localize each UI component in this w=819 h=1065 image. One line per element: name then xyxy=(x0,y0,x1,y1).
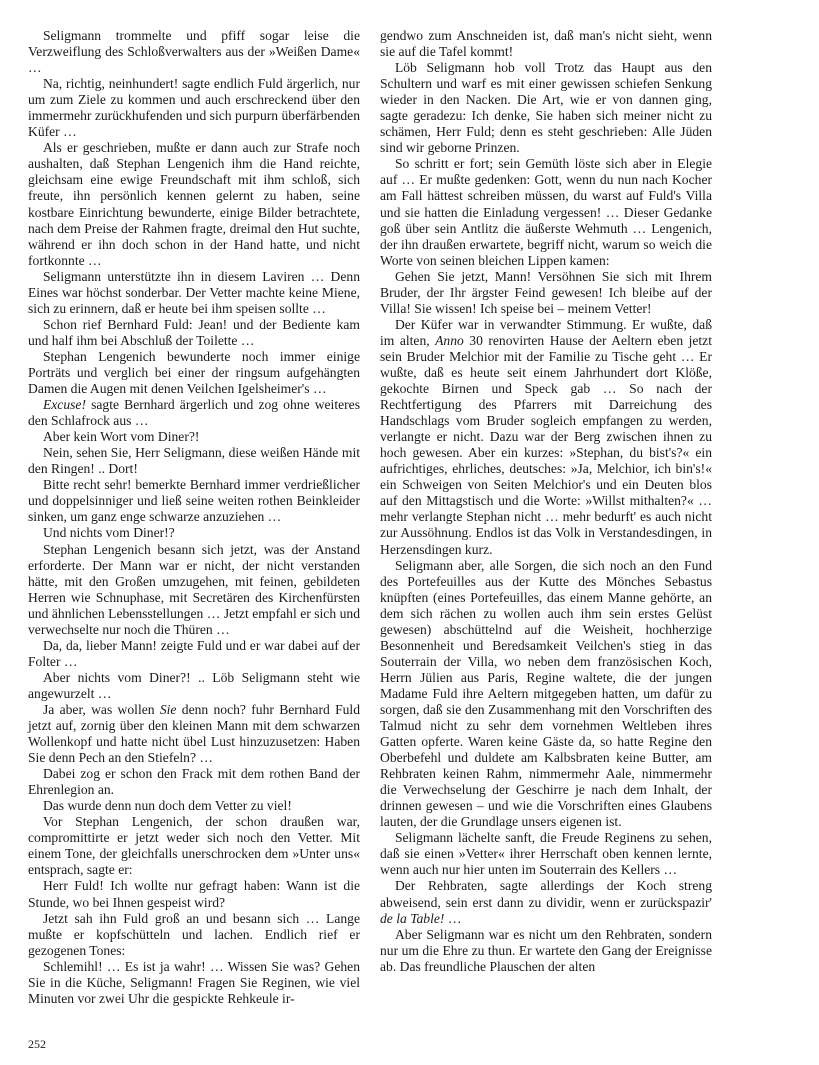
paragraph: Seligmann lächelte sanft, die Freude Reginens zu sehen, daß sie einen »Vetter« ihrer Herrschaft oben kennen lernte, wenn auch nur hier unten im Souterrain des Kellers … xyxy=(380,830,712,878)
paragraph xyxy=(380,317,712,558)
paragraph: Aber kein Wort vom Diner?! xyxy=(42,429,200,445)
paragraph: Stephan Lengenich besann sich jetzt, was der Anstand erforderte. Der Mann war er nicht, der nicht verstanden hätte, mit den Großen umzugehen, mit feinen, gebildeten Herren wie Schnuphase, mit Secretären des Kirchenfürsten und ähnlichen Lebensstellungen … Jetzt empfahl er sich und verwechselte nur noch die Thüren … xyxy=(28,541,360,637)
paragraph: Aber nichts vom Diner?! .. Löb Seligmann steht wie angewurzelt … xyxy=(28,669,360,701)
paragraph-text: Der Küfer war in verwandter Stimmung. Er wußte, daß im alten, xyxy=(380,316,712,348)
paragraph xyxy=(28,397,360,429)
right-column xyxy=(380,28,712,975)
paragraph: Vor Stephan Lengenich, der schon draußen war, compromittirte er jetzt weder sich noch den Vetter. Mit einem Tone, der gleichfalls unerschrocken dem »Unter uns« entsprach, sagte er: xyxy=(28,814,360,878)
paragraph: Das wurde denn nun doch dem Vetter zu viel! xyxy=(42,798,292,814)
paragraph: Schon rief Bernhard Fuld: Jean! und der Bediente kam und half ihm bei Abschluß der Toilette … xyxy=(28,316,360,348)
paragraph-text: sagte Bernhard ärgerlich und zog ohne weiteres den Schlafrock aus … xyxy=(28,397,360,429)
paragraph-text: Ja aber, was wollen xyxy=(42,701,160,717)
paragraph: Schlemihl! … Es ist ja wahr! … Wissen Sie was? Gehen Sie in die Küche, Seligmann! Fragen Sie Reginen, wie viel Minuten vor zwei Uhr die gespickte Rehkeule ir- xyxy=(28,958,360,1006)
paragraph: Herr Fuld! Ich wollte nur gefragt haben: Wann ist die Stunde, wo bei Ihnen gespeist wird? xyxy=(28,878,360,910)
italic-word: de la Table! xyxy=(380,910,445,926)
paragraph: Bitte recht sehr! bemerkte Bernhard immer verdrießlicher und doppelsinniger und ließ seine weiten rothen Beinkleider sinken, um ganz enge schwarze anzuziehen … xyxy=(28,477,360,525)
paragraph: Löb Seligmann hob voll Trotz das Haupt aus den Schultern und warf es mit einer gewissen schiefen Senkung wieder in den Nacken. Die Art, wie er von dannen ging, sagte geradezu: Ich denke, Sie haben sich meiner nicht zu schämen, Herr Fuld; denn es steht geschrieben: Alle Jüden sind wir geborne Prinzen. xyxy=(380,60,712,156)
paragraph: Na, richtig, neinhundert! sagte endlich Fuld ärgerlich, nur um zum Ziele zu kommen und auch erschreckend über den immermehr zurückhufenden und sich purpurn überfärbenden Küfer … xyxy=(28,76,360,140)
left-column xyxy=(28,28,360,1007)
paragraph: Nein, sehen Sie, Herr Seligmann, diese weißen Hände mit den Ringen! .. Dort! xyxy=(28,445,360,477)
paragraph xyxy=(380,878,712,926)
paragraph-continuation: gendwo zum Anschneiden ist, daß man's nicht sieht, wenn sie auf die Tafel kommt! xyxy=(380,28,712,60)
paragraph-text: 30 renovirten Hause der Aeltern eben jetzt sein Bruder Melchior mit der Familie zu Tische geht … Er wußte, daß es heute seit einem Jahrhundert dort Klöße, gekochte Birnen und Speck gab … So nach der Rechtfertigung des Pfarrers mit Darreichung des Handschlags vom Bruder sogleich empfangen zu werden, verlangte er nicht. Dazu war der Berg zwischen ihnen zu hoch gewesen. Aber ein kurzes: »Stephan, du bist's?« ein aufrichtiges, ehrliches, deutsches: »Ja, Melchior, ich bin's!« ein Schweigen von Seiten Melchior's und ein Deuten blos auf den Mittagstisch und die Worte: »Willst mithalten?« … mehr verlangte Stephan nicht … mehr bedurft' es auch nicht zur Aussöhnung. Endlos ist das Volk in Verstandesdingen, in Herzensdingen kurz. xyxy=(380,332,712,557)
paragraph: Stephan Lengenich bewunderte noch immer einige Porträts und verglich bei einer der ringsum aufgehängten Damen die Augen mit denen Veilchen Igelsheimer's … xyxy=(28,348,360,397)
paragraph-text: … xyxy=(444,910,462,926)
paragraph: So schritt er fort; sein Gemüth löste sich aber in Elegie auf … Er mußte gedenken: Gott, wenn du nun nach Kocher am Fall hättest schreiben müssen, du warst auf Fuld's Villa und sie hatten die Einladung vergessen! … Dieser Gedanke goß über sein Antlitz die äußerste Wehmuth … Lengenich, der ihn draußen erwartete, begriff nicht, warum so weich die Worte von seinen bleichen Lippen kamen: xyxy=(380,156,712,268)
italic-word: Excuse! xyxy=(42,397,86,413)
italic-word: Sie xyxy=(159,701,177,717)
paragraph-text: denn noch? fuhr Bernhard Fuld jetzt auf, zornig über den kleinen Mann mit dem schwarzen Wollenkopf und hatte nicht übel Lust hinzuzusetzen: Haben Sie denn Pech an den Stiefeln? … xyxy=(28,701,360,766)
page-number: 252 xyxy=(28,1037,46,1051)
paragraph-text: Der Rehbraten, sagte allerdings der Koch streng abweisend, sein erst dann zu dividir, wenn er zurückspazir' xyxy=(380,878,712,910)
paragraph: Jetzt sah ihn Fuld groß an und besann sich … Lange mußte er kopfschütteln und lachen. Endlich rief er gezogenen Tones: xyxy=(28,910,360,958)
paragraph: Aber Seligmann war es nicht um den Rehbraten, sondern nur um die Ehre zu thun. Er wartete den Gang der Ereignisse ab. Das freundliche Plauschen der alten xyxy=(380,926,712,974)
paragraph: Seligmann trommelte und pfiff sogar leise die Verzweiflung des Schloßverwalters aus der »Weißen Dame« … xyxy=(28,28,360,76)
paragraph: Seligmann unterstützte ihn in diesem Laviren … Denn Eines war höchst sonderbar. Der Vetter machte keine Miene, sich zu erinnern, daß er heute bei ihm speisen sollte … xyxy=(28,268,360,316)
paragraph xyxy=(28,702,360,766)
paragraph: Und nichts vom Diner!? xyxy=(42,525,175,541)
italic-word: Anno xyxy=(435,332,464,348)
paragraph: Als er geschrieben, mußte er dann auch zur Strafe noch aushalten, daß Stephan Lengenich ihm die Hand reichte, gleichsam eine ewige Freundschaft mit ihm schloß, sich freute, ihn persönlich kennen gelernt zu haben, seine kostbare Einrichtung bewunderte, einige Bilder betrachtete, nach dem Preise der Rahmen fragte, dreimal den Hut suchte, während er ihn doch schon in der Hand hatte, und nicht fortkonnte … xyxy=(28,140,360,268)
paragraph: Da, da, lieber Mann! zeigte Fuld und er war dabei auf der Folter … xyxy=(28,637,360,669)
paragraph: Dabei zog er schon den Frack mit dem rothen Band der Ehrenlegion an. xyxy=(28,766,360,798)
paragraph: Seligmann aber, alle Sorgen, die sich noch an den Fund des Portefeuilles aus der Kutte des Mönches Sebastus knüpften (eines Portefeuilles, das einem Manne gehörte, an dem sich rächen zu wollen auch ihm sein erstes Gelüst gewesen) abschüttelnd auf die Weisheit, hochherzige Besonnenheit und Beredsamkeit Veilchen's stieg in das Souterrain der Villa, wo neben dem französischen Koch, Herrn Jülien aus Paris, Regine waltete, die der jungen Madame Fuld ihre Aeltern mitgegeben hatten, um dafür zu sorgen, daß sie den Zusammenhang mit den Vorschriften des Talmud nicht zu sehr dem vornehmen Weltleben ihres Gatten opferte. Waren keine Gäste da, so hatte Regine den Oberbefehl und duldete am Kalbsbraten keine Butter, am Rehbraten keinen Rahm, nimmermehr Aale, nimmermehr die Verwechselung der Geschirre je nach dem Inhalt, der drinnen gewesen – und wie die Vorschriften eines Glaubens lauten, der die Grundlage unsers eigenen ist. xyxy=(380,557,712,830)
paragraph: Gehen Sie jetzt, Mann! Versöhnen Sie sich mit Ihrem Bruder, der Ihr ärgster Feind gewesen! Ich bleibe auf der Villa! Sie wissen! Ich speise bei – meinem Vetter! xyxy=(380,268,712,316)
